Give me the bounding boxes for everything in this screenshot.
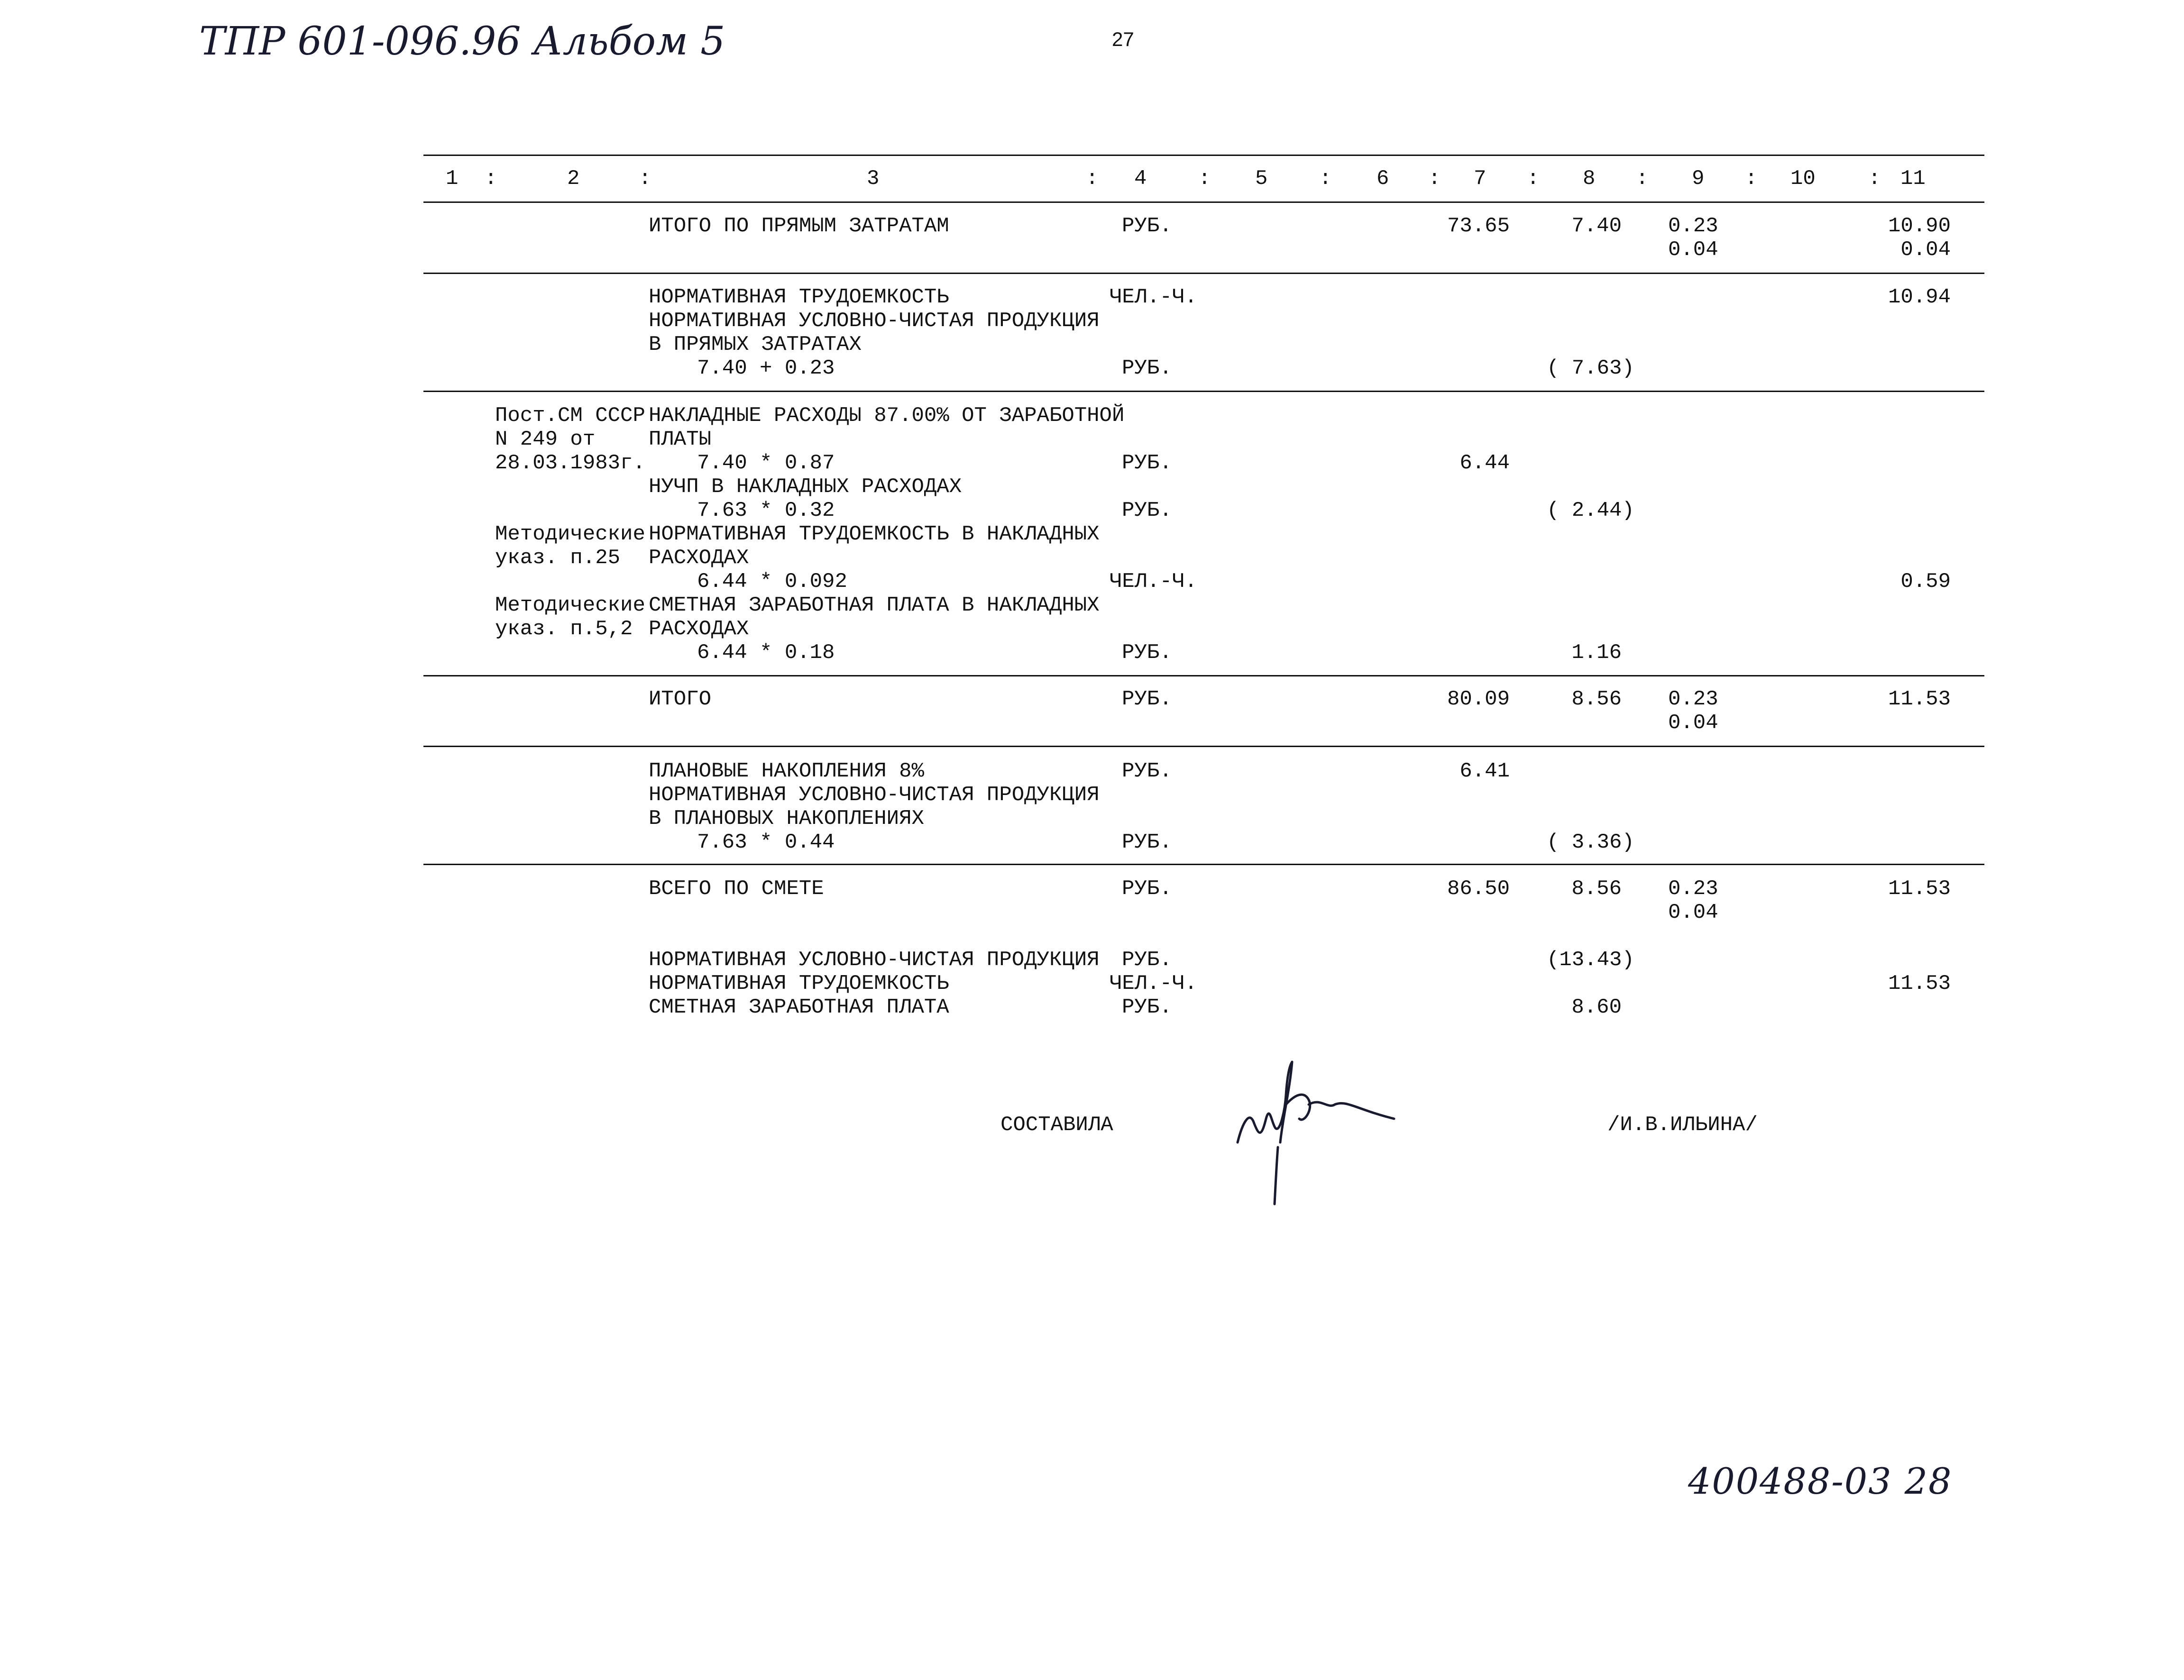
reference: Методические bbox=[495, 522, 645, 546]
block-rule-3 bbox=[423, 675, 1984, 676]
unit-cell: РУБ. bbox=[1122, 499, 1172, 522]
summary-label: СМЕТНАЯ ЗАРАБОТНАЯ ПЛАТА bbox=[649, 995, 949, 1019]
col-sep: : bbox=[1527, 167, 1540, 191]
col-head-7: 7 bbox=[1474, 167, 1487, 191]
formula: 7.40 * 0.87 bbox=[697, 451, 835, 475]
block-rule-1 bbox=[423, 273, 1984, 274]
unit-cell: РУБ. bbox=[1122, 948, 1172, 972]
col8-cell: ( 2.44) bbox=[1547, 499, 1634, 522]
col-sep: : bbox=[1636, 167, 1649, 191]
reference: N 249 от bbox=[495, 428, 596, 451]
col7-cell: 6.44 bbox=[1459, 451, 1510, 475]
compiled-by-label: СОСТАВИЛА bbox=[1000, 1113, 1113, 1137]
row-label: ПЛАНОВЫЕ НАКОПЛЕНИЯ 8% bbox=[649, 759, 924, 783]
unit-cell: РУБ. bbox=[1122, 995, 1172, 1019]
unit-cell: ЧЕЛ.-Ч. bbox=[1110, 570, 1197, 593]
block-rule-4 bbox=[423, 746, 1984, 747]
col-head-6: 6 bbox=[1376, 167, 1389, 191]
page-number: 27 bbox=[1112, 28, 1134, 50]
formula: 7.63 * 0.44 bbox=[697, 831, 835, 854]
row-label: ИТОГО ПО ПРЯМЫМ ЗАТРАТАМ bbox=[649, 214, 949, 238]
table-top-rule bbox=[423, 155, 1984, 156]
row-label: НОРМАТИВНАЯ ТРУДОЕМКОСТЬ bbox=[649, 285, 949, 309]
reference: указ. п.5,2 bbox=[495, 617, 633, 641]
unit-cell: ЧЕЛ.-Ч. bbox=[1110, 285, 1197, 309]
unit-cell: РУБ. bbox=[1122, 759, 1172, 783]
block-rule-2 bbox=[423, 391, 1984, 392]
col11-cell: 0.59 bbox=[1900, 570, 1951, 593]
row-label: НОРМАТИВНАЯ ТРУДОЕМКОСТЬ В НАКЛАДНЫХ bbox=[649, 522, 1100, 546]
summary-label: НОРМАТИВНАЯ УСЛОВНО-ЧИСТАЯ ПРОДУКЦИЯ bbox=[649, 948, 1100, 972]
col-sep: : bbox=[1868, 167, 1881, 191]
col8-cell: ( 7.63) bbox=[1547, 356, 1634, 380]
reference: 28.03.1983г. bbox=[495, 451, 645, 475]
handwritten-title: ТПР 601-096.96 Альбом 5 bbox=[199, 19, 725, 64]
unit-cell: РУБ. bbox=[1122, 451, 1172, 475]
row-label: ВСЕГО ПО СМЕТЕ bbox=[649, 877, 824, 901]
col11-cell: 11.53 bbox=[1888, 687, 1951, 711]
summary-label: НОРМАТИВНАЯ ТРУДОЕМКОСТЬ bbox=[649, 972, 949, 995]
reference: указ. п.25 bbox=[495, 546, 621, 570]
col-head-1: 1 bbox=[446, 167, 459, 191]
unit-cell: ЧЕЛ.-Ч. bbox=[1110, 972, 1197, 995]
formula: 7.63 * 0.32 bbox=[697, 499, 835, 522]
col-sep: : bbox=[485, 167, 497, 191]
row-label: НАКЛАДНЫЕ РАСХОДЫ 87.00% ОТ ЗАРАБОТНОЙ bbox=[649, 404, 1125, 428]
col11-cell: 11.53 bbox=[1888, 972, 1951, 995]
col-sep: : bbox=[1428, 167, 1441, 191]
unit-cell: РУБ. bbox=[1122, 356, 1172, 380]
reference: Методические bbox=[495, 593, 645, 617]
col11-cell: 10.94 bbox=[1888, 285, 1951, 309]
table-header-rule bbox=[423, 201, 1984, 203]
col-sep: : bbox=[1086, 167, 1099, 191]
row-label: ПЛАТЫ bbox=[649, 428, 712, 451]
col-sep: : bbox=[1745, 167, 1758, 191]
col9-cell: 0.23 bbox=[1668, 877, 1718, 901]
col11-cell: 11.53 bbox=[1888, 877, 1951, 901]
col11-cell-2: 0.04 bbox=[1900, 238, 1951, 262]
col11-cell: 10.90 bbox=[1888, 214, 1951, 238]
row-label: В ПРЯМЫХ ЗАТРАТАХ bbox=[649, 333, 862, 356]
col9-cell-2: 0.04 bbox=[1668, 238, 1718, 262]
block-rule-5 bbox=[423, 864, 1984, 865]
col-head-3: 3 bbox=[867, 167, 880, 191]
col7-cell: 73.65 bbox=[1447, 214, 1510, 238]
col9-cell: 0.23 bbox=[1668, 214, 1718, 238]
col8-cell: 8.56 bbox=[1571, 877, 1622, 901]
formula: 6.44 * 0.18 bbox=[697, 641, 835, 665]
row-label: СМЕТНАЯ ЗАРАБОТНАЯ ПЛАТА В НАКЛАДНЫХ bbox=[649, 593, 1100, 617]
unit-cell: РУБ. bbox=[1122, 687, 1172, 711]
col-sep: : bbox=[639, 167, 652, 191]
row-label: НОРМАТИВНАЯ УСЛОВНО-ЧИСТАЯ ПРОДУКЦИЯ bbox=[649, 783, 1100, 807]
col9-cell-2: 0.04 bbox=[1668, 711, 1718, 735]
unit-cell: РУБ. bbox=[1122, 877, 1172, 901]
row-label: НОРМАТИВНАЯ УСЛОВНО-ЧИСТАЯ ПРОДУКЦИЯ bbox=[649, 309, 1100, 333]
col-head-9: 9 bbox=[1692, 167, 1705, 191]
handwritten-signature bbox=[1233, 1052, 1404, 1209]
col-head-2: 2 bbox=[567, 167, 580, 191]
col-head-11: 11 bbox=[1900, 167, 1926, 191]
row-label: В ПЛАНОВЫХ НАКОПЛЕНИЯХ bbox=[649, 807, 924, 831]
row-label: ИТОГО bbox=[649, 687, 712, 711]
col8-cell: 8.56 bbox=[1571, 687, 1622, 711]
col8-cell: ( 3.36) bbox=[1547, 831, 1634, 854]
unit-cell: РУБ. bbox=[1122, 831, 1172, 854]
col9-cell-2: 0.04 bbox=[1668, 901, 1718, 924]
col-head-4: 4 bbox=[1134, 167, 1147, 191]
formula: 6.44 * 0.092 bbox=[697, 570, 847, 593]
unit-cell: РУБ. bbox=[1122, 641, 1172, 665]
formula: 7.40 + 0.23 bbox=[697, 356, 835, 380]
col8-cell: 7.40 bbox=[1571, 214, 1622, 238]
col-sep: : bbox=[1319, 167, 1332, 191]
col8-cell: (13.43) bbox=[1547, 948, 1634, 972]
col-head-10: 10 bbox=[1790, 167, 1816, 191]
col-sep: : bbox=[1198, 167, 1211, 191]
row-label: РАСХОДАХ bbox=[649, 617, 749, 641]
col9-cell: 0.23 bbox=[1668, 687, 1718, 711]
col8-cell: 8.60 bbox=[1571, 995, 1622, 1019]
row-label: РАСХОДАХ bbox=[649, 546, 749, 570]
col-head-8: 8 bbox=[1583, 167, 1596, 191]
unit-cell: РУБ. bbox=[1122, 214, 1172, 238]
row-label: НУЧП В НАКЛАДНЫХ РАСХОДАХ bbox=[649, 475, 962, 499]
col-head-5: 5 bbox=[1255, 167, 1268, 191]
col7-cell: 86.50 bbox=[1447, 877, 1510, 901]
handwritten-document-code: 400488-03 28 bbox=[1688, 1460, 1953, 1502]
col7-cell: 80.09 bbox=[1447, 687, 1510, 711]
compiler-name: /И.В.ИЛЬИНА/ bbox=[1607, 1113, 1758, 1137]
reference: Пост.СМ СССР bbox=[495, 404, 645, 428]
col8-cell: 1.16 bbox=[1571, 641, 1622, 665]
col7-cell: 6.41 bbox=[1459, 759, 1510, 783]
